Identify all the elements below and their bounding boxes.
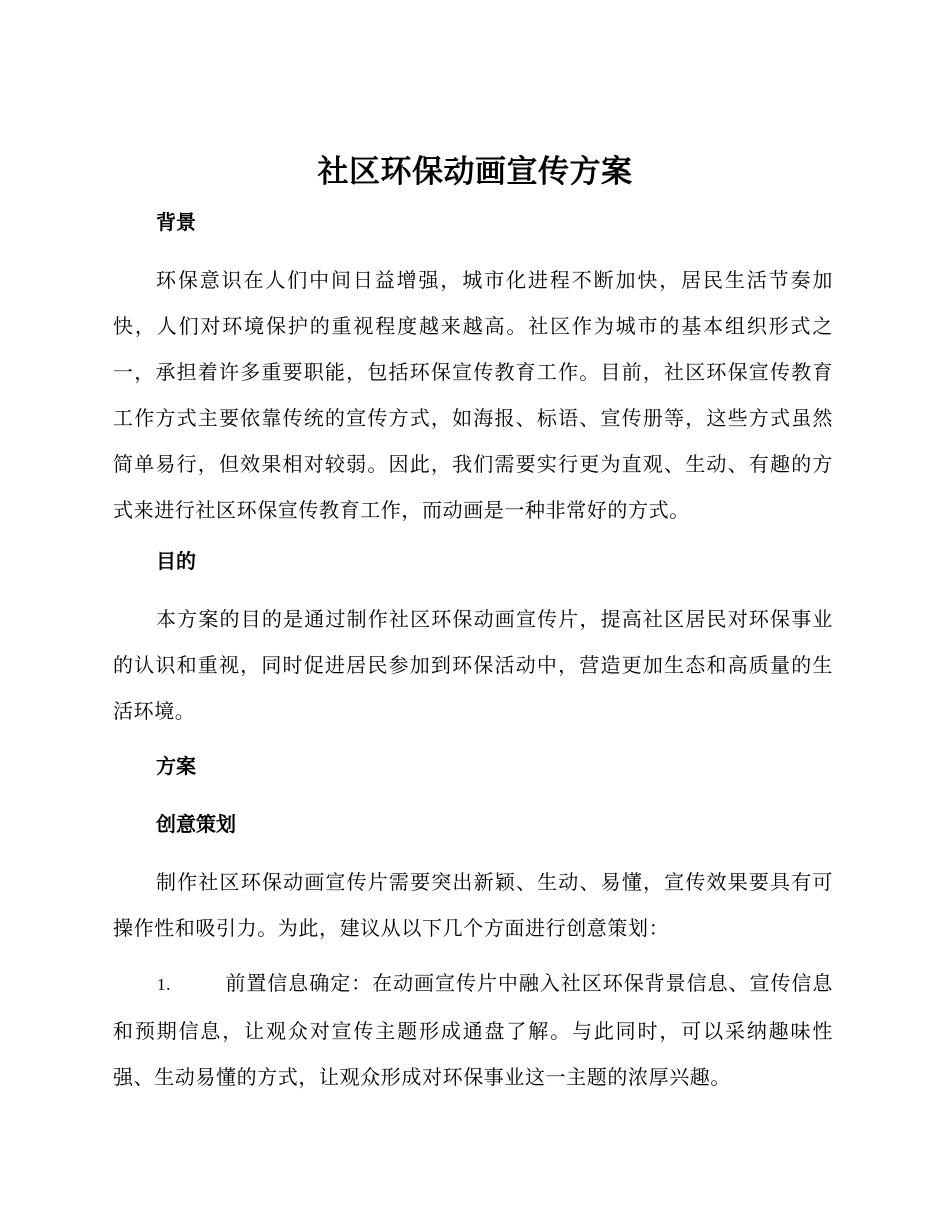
- document-title: 社区环保动画宣传方案: [317, 154, 633, 190]
- list-item-number: 1.: [157, 975, 171, 994]
- list-item: [113, 960, 833, 1100]
- section-heading-plan: 方案: [156, 754, 196, 778]
- section-heading-purpose: 目的: [156, 549, 196, 573]
- purpose-paragraph: 本方案的目的是通过制作社区环保动画宣传片，提高社区居民对环保事业的认识和重视，同时促进居民参加到环保活动中，营造更加生态和高质量的生活环境。: [113, 607, 833, 723]
- list-item-text: 前置信息确定：在动画宣传片中融入社区环保背景信息、宣传信息和预期信息，让观众对宣传主题形成通盘了解。与此同时，可以采纳趣味性强、生动易懂的方式，让观众形成对环保事业这一主题的浓厚兴趣。: [113, 971, 833, 1089]
- background-paragraph: 环保意识在人们中间日益增强，城市化进程不断加快，居民生活节奏加快，人们对环境保护的重视程度越来越高。社区作为城市的基本组织形式之一，承担着许多重要职能，包括环保宣传教育工作。目前，社区环保宣传教育工作方式主要依靠传统的宣传方式，如海报、标语、宣传册等，这些方式虽然简单易行，但效果相对较弱。因此，我们需要实行更为直观、生动、有趣的方式来进行社区环保宣传教育工作，而动画是一种非常好的方式。: [113, 268, 833, 522]
- section-heading-background: 背景: [156, 210, 196, 234]
- section-heading-creative: 创意策划: [156, 812, 236, 836]
- creative-paragraph: 制作社区环保动画宣传片需要突出新颖、生动、易懂，宣传效果要具有可操作性和吸引力。为此，建议从以下几个方面进行创意策划：: [113, 870, 833, 940]
